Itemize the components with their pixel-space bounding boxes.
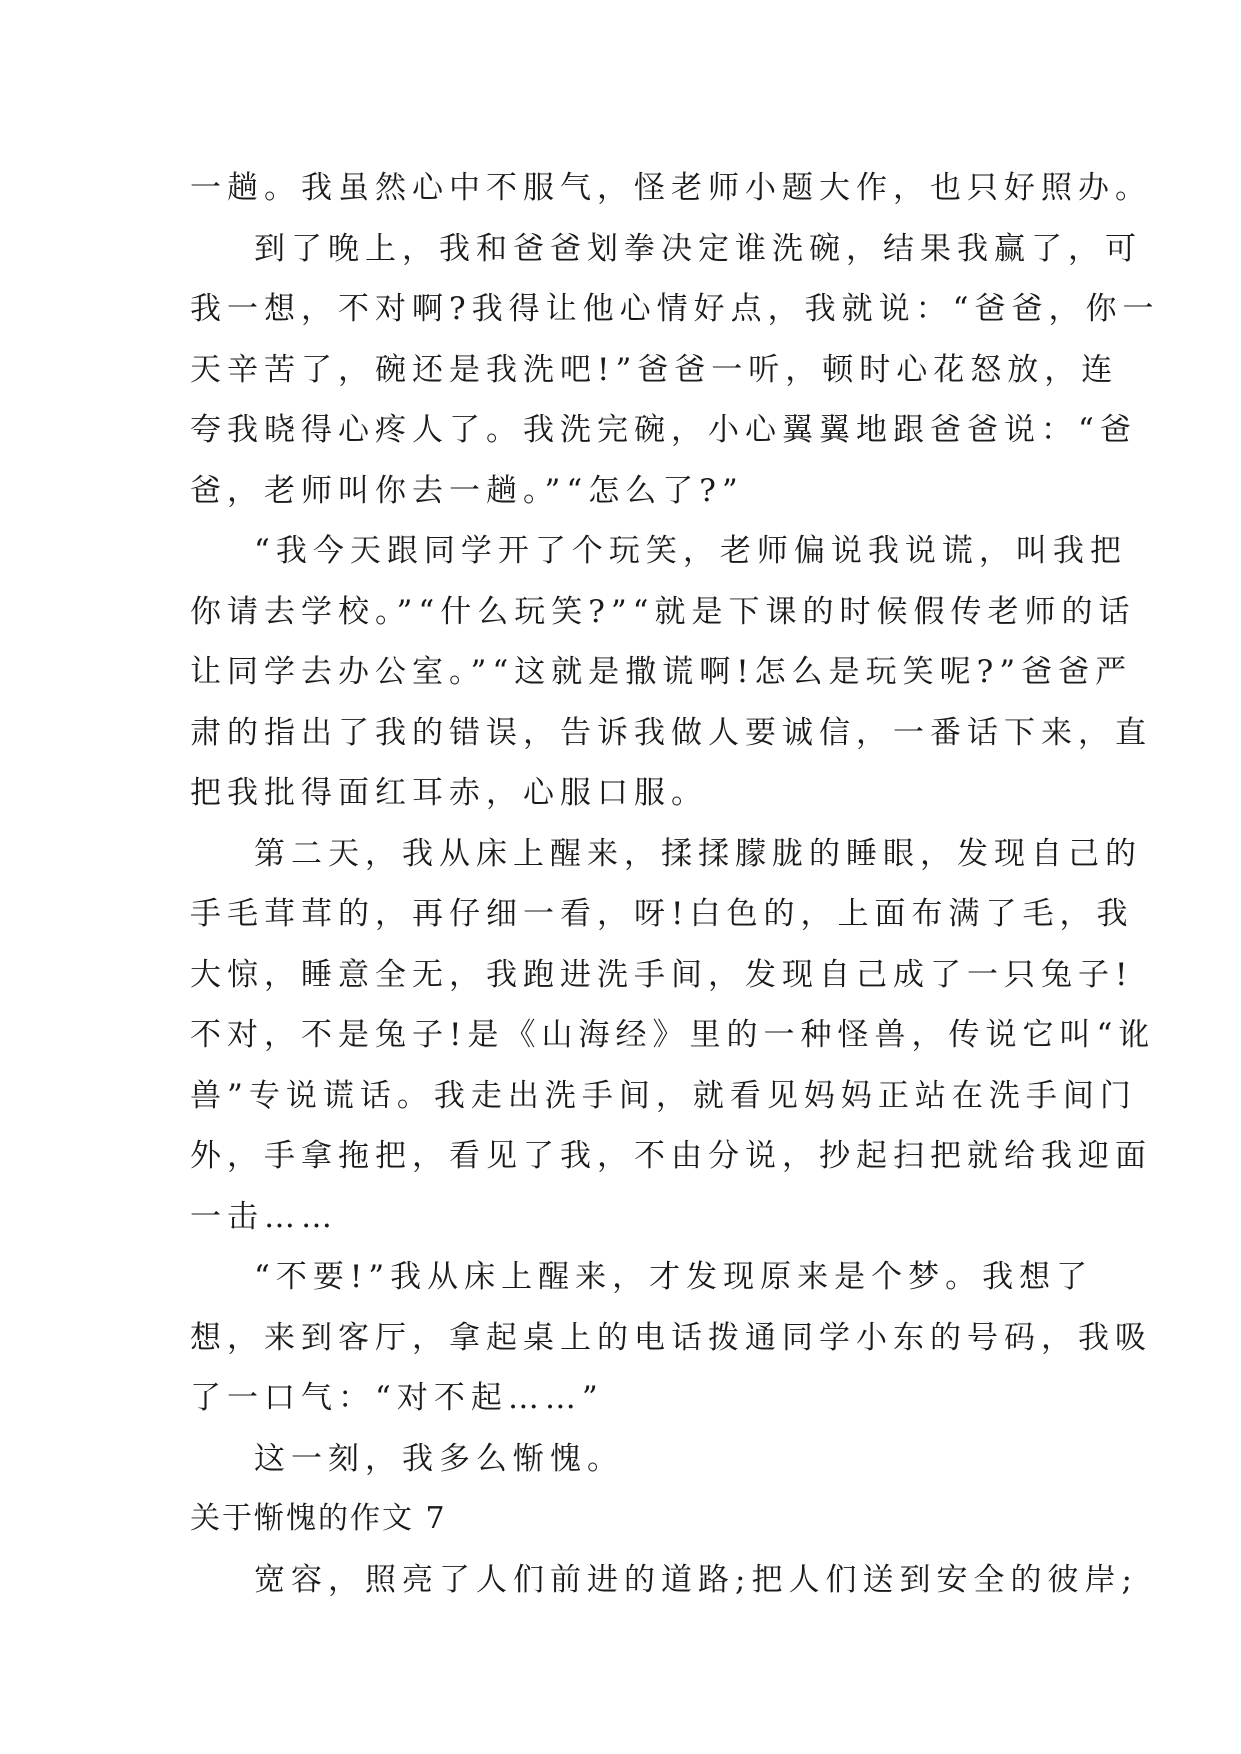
paragraph-first-line: “不要!”我从床上醒来，才发现原来是个梦。我想了	[254, 1259, 1094, 1295]
text-line: 你请去学校。”“什么玩笑?”“就是下课的时候假传老师的话	[190, 593, 1136, 630]
text-line: 爸，老师叫你去一趟。”“怎么了?”	[190, 472, 744, 509]
section-heading: 关于惭愧的作文 7	[190, 1501, 447, 1536]
paragraph-first-line: “我今天跟同学开了个玩笑，老师偏说我说谎，叫我把	[254, 533, 1127, 569]
text-line: 把我批得面红耳赤，心服口服。	[190, 775, 708, 811]
text-line: 一趟。我虽然心中不服气，怪老师小题大作，也只好照办。	[190, 170, 1152, 206]
text-line: 肃的指出了我的错误，告诉我做人要诚信，一番话下来，直	[190, 714, 1152, 751]
text-line: 天辛苦了，碗还是我洗吧!”爸爸一听，顿时心花怒放，连	[190, 351, 1119, 388]
text-line: 一击……	[190, 1198, 338, 1235]
text-line: 夸我晓得心疼人了。我洗完碗，小心翼翼地跟爸爸说：“爸	[190, 412, 1137, 448]
text-line: 让同学去办公室。”“这就是撒谎啊!怎么是玩笑呢?”爸爸严	[190, 654, 1133, 690]
paragraph-first-line: 这一刻，我多么惭愧。	[254, 1440, 624, 1477]
text-line: 不对，不是兔子!是《山海经》里的一种怪兽，传说它叫“讹	[190, 1017, 1156, 1053]
paragraph-first-line: 第二天，我从床上醒来，揉揉朦胧的睡眼，发现自己的	[254, 835, 1142, 872]
text-line: 我一想，不对啊?我得让他心情好点，我就说：“爸爸，你一	[190, 291, 1160, 327]
text-line: 想，来到客厅，拿起桌上的电话拨通同学小东的号码，我吸	[190, 1319, 1152, 1356]
text-line: 大惊，睡意全无，我跑进洗手间，发现自己成了一只兔子!	[190, 956, 1134, 993]
text-line: 了一口气：“对不起……”	[190, 1380, 604, 1416]
paragraph-first-line: 宽容，照亮了人们前进的道路;把人们送到安全的彼岸;	[254, 1561, 1138, 1598]
document-body	[190, 158, 1160, 1610]
text-line: 外，手拿拖把，看见了我，不由分说，抄起扫把就给我迎面	[190, 1138, 1152, 1174]
text-line: 兽”专说谎话。我走出洗手间，就看见妈妈正站在洗手间门	[190, 1077, 1137, 1114]
paragraph-first-line: 到了晚上，我和爸爸划拳决定谁洗碗，结果我赢了，可	[254, 230, 1142, 267]
text-line: 手毛茸茸的，再仔细一看，呀!白色的，上面布满了毛，我	[190, 896, 1134, 932]
